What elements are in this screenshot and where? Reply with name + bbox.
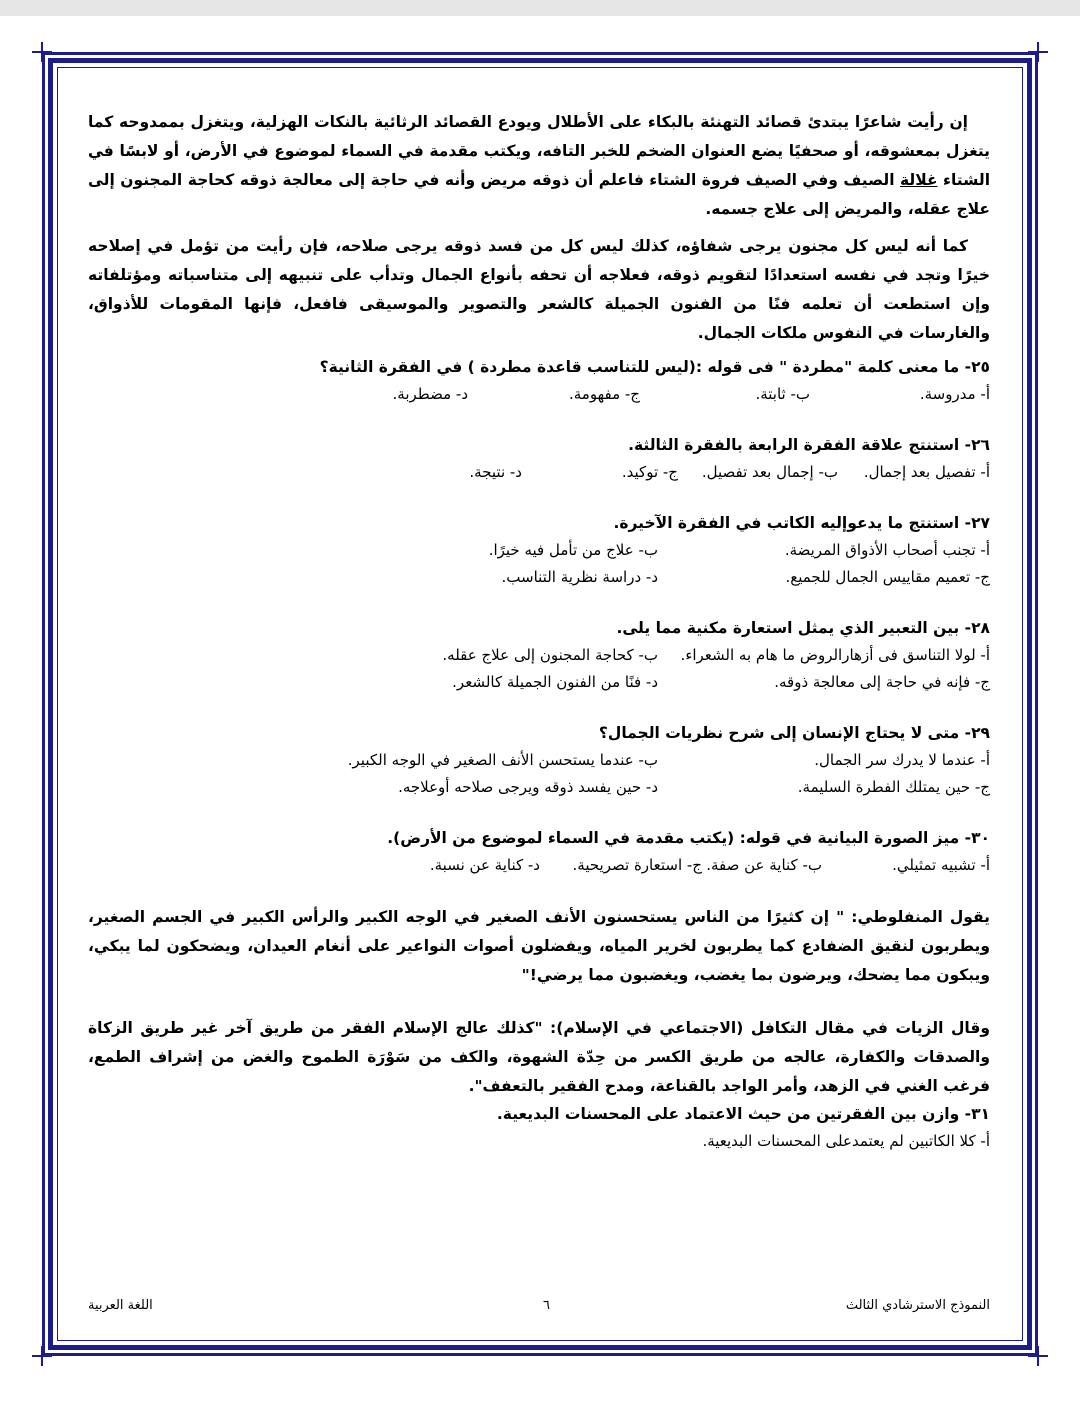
option: د- حين يفسد ذوقه ويرجى صلاحه أوعلاجه. [398,778,658,796]
option: ب- علاج من تأمل فيه خيرًا. [488,541,658,559]
option: ج- تعميم مقاييس الجمال للجميع. [785,568,990,586]
viewer-top-bar [0,0,1080,16]
question-31: ٣١- وازن بين الفقرتين من حيث الاعتماد على المحسنات البديعية. [496,1105,990,1123]
option: أ- تجنب أصحاب الأذواق المريضة. [784,541,990,559]
option: ج- استعارة تصريحية. [572,856,702,874]
footer-exam-title: النموذج الاسترشادي الثالث [845,1298,990,1313]
option: ج- حين يمتلك الفطرة السليمة. [797,778,990,796]
question-29: ٢٩- متى لا يحتاج الإنسان إلى شرح نظريات الجمال؟ [598,724,990,742]
corner-ornament-icon [32,42,52,62]
option: د- مضطربة. [392,385,468,403]
paragraph-1-text-a: إن رأيت شاعرًا يبتدئ قصائد التهنئة بالبكاء على الأطلال ويودع القصائد الرثائية بالنكات الهزلية، ويتغزل بممدوحه كما يتغزل بمعشوقه، أو صحفيًا يضع العنوان الضخم للخبر التافه، ويكتب مقدمة في السماء لموضوع في الأرض، أو لابسًا في الشتاء [88,113,991,189]
corner-ornament-icon [1028,42,1048,62]
page-number: ٦ [543,1298,550,1313]
question-26-options [88,459,990,486]
option: أ- كلا الكاتبين لم يعتمدعلى المحسنات البديعية. [702,1132,990,1150]
question-26: ٢٦- استنتج علاقة الفقرة الرابعة بالفقرة الثالثة. [628,436,990,454]
page-content [88,108,990,1155]
option: ج- مفهومة. [569,385,640,403]
question-25-options [88,381,990,408]
page-footer [88,1298,990,1318]
corner-ornament-icon [32,1346,52,1366]
option: د- فنًا من الفنون الجميلة كالشعر. [452,673,658,691]
paragraph-1 [88,108,990,224]
question-27-options-row-2 [88,564,990,591]
question-28: ٢٨- بين التعبير الذي يمثل استعارة مكنية مما يلى. [616,619,990,637]
corner-ornament-icon [1028,1346,1048,1366]
question-31-options [88,1128,990,1155]
option: ج- توكيد. [621,463,678,481]
option: ب- كحاجة المجنون إلى علاج عقله. [442,646,658,664]
question-27-options-row-1 [88,537,990,564]
quote-zayyat: وقال الزيات في مقال التكافل (الاجتماعي في الإسلام): "كذلك عالج الإسلام الفقر من طريق آخر غير طريق الزكاة والصدقات والكفارة، عالجه من طريق الكسر من حِدّة الشهوة، والكف من سَوْرَة الطموح والغض من إشراف الطمع، فرغب الغني في الزهد، وأمر الواجد بالقناعة، ومدح الفقير بالتعفف". [88,1019,990,1095]
question-30-options [88,852,990,879]
question-29-options-row-1 [88,747,990,774]
option: د- كناية عن نسبة. [429,856,540,874]
option: ب- كناية عن صفة. [706,856,822,874]
paragraph-2: كما أنه ليس كل مجنون يرجى شفاؤه، كذلك ليس كل من فسد ذوقه يرجى صلاحه، فإن رأيت من تؤمل في إصلاحه خيرًا وتجد في نفسه استعدادًا لتقويم ذوقه، فعلاجه أن تحفه بأنواع الجمال وتدأب على تنبيهه إلى متناسباته ومؤتلفاته وإن استطعت أن تعلمه فنًا من الفنون الجميلة كالشعر والتصوير والموسيقى فافعل، فإنها المقومات للأذواق، والغارسات في النفوس ملكات الجمال. [88,237,990,342]
option: ب- ثابتة. [755,385,810,403]
option: أ- لولا التناسق فى أزهارالروض ما هام به الشعراء. [680,646,990,664]
option: د- دراسة نظرية التناسب. [501,568,658,586]
option: ب- إجمال بعد تفصيل. [701,463,838,481]
question-29-options-row-2 [88,774,990,801]
question-30: ٣٠- ميز الصورة البيانية في قوله: (يكتب مقدمة في السماء لموضوع من الأرض). [387,829,990,847]
option: د- نتيجة. [469,463,522,481]
option: أ- عندما لا يدرك سر الجمال. [814,751,990,769]
question-28-options-row-1 [88,642,990,669]
option: أ- مدروسة. [919,385,990,403]
question-25: ٢٥- ما معنى كلمة "مطردة " فى قوله :(ليس للتناسب قاعدة مطردة ) في الفقرة الثانية؟ [319,358,990,376]
option: أ- تفصيل بعد إجمال. [863,463,990,481]
question-28-options-row-2 [88,669,990,696]
option: أ- تشبيه تمثيلي. [892,856,990,874]
option: ب- عندما يستحسن الأنف الصغير في الوجه الكبير. [347,751,658,769]
footer-subject: اللغة العربية [88,1298,153,1313]
option: ج- فإنه في حاجة إلى معالجة ذوقه. [774,673,990,691]
quote-manfaluti: يقول المنفلوطي: " إن كثيرًا من الناس يستحسنون الأنف الصغير في الوجه الكبير والرأس الكبير في الجسم الصغير، ويطربون لنقيق الضفادع كما يطربون لخرير المياه، ويفضلون أصوات النواعير على أنغام العيدان، ويضحكون لما يبكي، ويبكون مما يضحك، ويرضون بما يغضب، ويغضبون مما يرضي!" [88,908,990,984]
underlined-word: غلالة [900,171,938,189]
question-27: ٢٧- استنتج ما يدعوإليه الكاتب في الفقرة الآخيرة. [613,514,990,532]
paragraph-1-text-b: الصيف وفي الصيف فروة الشتاء فاعلم أن ذوقه مريض وأنه في حاجة إلى معالجة ذوقه كحاجة المجنون إلى علاج عقله، والمريض إلى علاج جسمه. [88,171,990,218]
